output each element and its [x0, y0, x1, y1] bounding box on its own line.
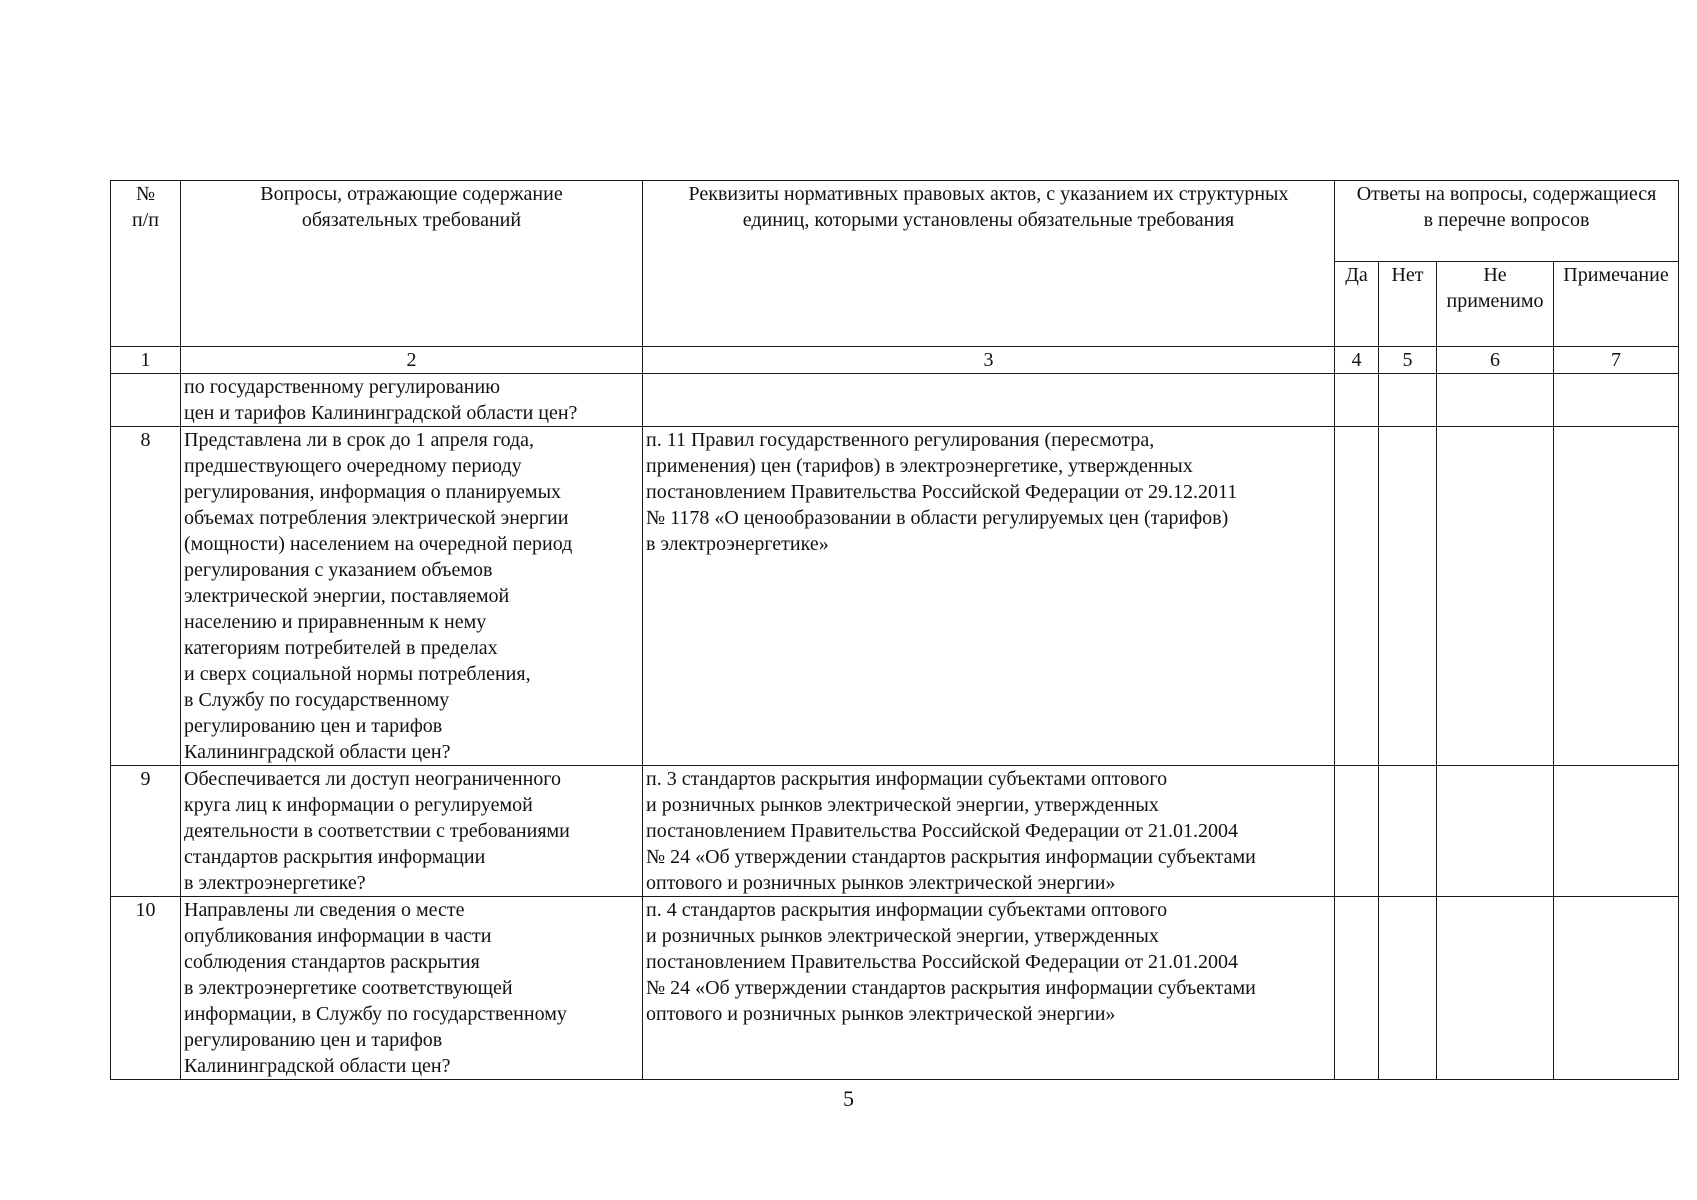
- header-questions: Вопросы, отражающие содержание обязательных требований: [181, 181, 643, 347]
- answer-na-cell: [1437, 374, 1554, 427]
- table-row: [111, 427, 1679, 766]
- answer-no-cell: [1379, 766, 1437, 897]
- answer-no-cell: [1379, 374, 1437, 427]
- row-number: 8: [111, 427, 181, 766]
- column-number: 7: [1554, 347, 1679, 374]
- table-row: [111, 897, 1679, 1080]
- header-row: [111, 181, 1679, 262]
- answer-na-cell: [1437, 427, 1554, 766]
- answer-yes-cell: [1335, 374, 1379, 427]
- table-row: [111, 374, 1679, 427]
- answer-note-cell: [1554, 427, 1679, 766]
- header-number: № п/п: [111, 181, 181, 347]
- header-no: Нет: [1379, 261, 1437, 346]
- answer-note-cell: [1554, 897, 1679, 1080]
- column-number-row: [111, 347, 1679, 374]
- row-number: 10: [111, 897, 181, 1080]
- row-number: 9: [111, 766, 181, 897]
- header-not-applicable: Не применимо: [1437, 261, 1554, 346]
- answer-yes-cell: [1335, 766, 1379, 897]
- answer-no-cell: [1379, 897, 1437, 1080]
- page-number: 5: [843, 1086, 854, 1111]
- table-row: [111, 766, 1679, 897]
- checklist-table: [110, 180, 1679, 1080]
- row-number: [111, 374, 181, 427]
- header-references: Реквизиты нормативных правовых актов, с указанием их структурных единиц, которыми установлены обязательные требования: [643, 181, 1335, 347]
- column-number: 6: [1437, 347, 1554, 374]
- row-reference: [643, 374, 1335, 427]
- column-number: 2: [181, 347, 643, 374]
- column-number: 3: [643, 347, 1335, 374]
- row-reference: п. 3 стандартов раскрытия информации субъектами оптового и розничных рынков электрической энергии, утвержденных постановлением Правительства Российской Федерации от 21.01.2004 № 24 «Об утверждении стандартов раскрытия информации субъектами оптового и розничных рынков электрической энергии»: [643, 766, 1335, 897]
- row-question: Направлены ли сведения о месте опубликования информации в части соблюдения стандартов раскрытия в электроэнергетике соответствующей информации, в Службу по государственному регулированию цен и тарифов Калининградской области цен?: [181, 897, 643, 1080]
- answer-no-cell: [1379, 427, 1437, 766]
- row-reference: п. 11 Правил государственного регулирования (пересмотра, применения) цен (тарифов) в электроэнергетике, утвержденных постановлением Правительства Российской Федерации от 29.12.2011 № 1178 «О ценообразовании в области регулируемых цен (тарифов) в электроэнергетике»: [643, 427, 1335, 766]
- row-question: Обеспечивается ли доступ неограниченного круга лиц к информации о регулируемой деятельности в соответствии с требованиями стандартов раскрытия информации в электроэнергетике?: [181, 766, 643, 897]
- header-answers: Ответы на вопросы, содержащиеся в перечне вопросов: [1335, 181, 1679, 262]
- column-number: 1: [111, 347, 181, 374]
- answer-na-cell: [1437, 766, 1554, 897]
- row-question: по государственному регулированию цен и тарифов Калининградской области цен?: [181, 374, 643, 427]
- answer-yes-cell: [1335, 897, 1379, 1080]
- row-reference: п. 4 стандартов раскрытия информации субъектами оптового и розничных рынков электрической энергии, утвержденных постановлением Правительства Российской Федерации от 21.01.2004 № 24 «Об утверждении стандартов раскрытия информации субъектами оптового и розничных рынков электрической энергии»: [643, 897, 1335, 1080]
- header-note: Примечание: [1554, 261, 1679, 346]
- row-question: Представлена ли в срок до 1 апреля года, предшествующего очередному периоду регулирования, информация о планируемых объемах потребления электрической энергии (мощности) населением на очередной период регулирования с указанием объемов электрической энергии, поставляемой населению и приравненным к нему категориям потребителей в пределах и сверх социальной нормы потребления, в Службу по государственному регулированию цен и тарифов Калининградской области цен?: [181, 427, 643, 766]
- answer-note-cell: [1554, 374, 1679, 427]
- answer-note-cell: [1554, 766, 1679, 897]
- answer-na-cell: [1437, 897, 1554, 1080]
- column-number: 4: [1335, 347, 1379, 374]
- answer-yes-cell: [1335, 427, 1379, 766]
- column-number: 5: [1379, 347, 1437, 374]
- header-yes: Да: [1335, 261, 1379, 346]
